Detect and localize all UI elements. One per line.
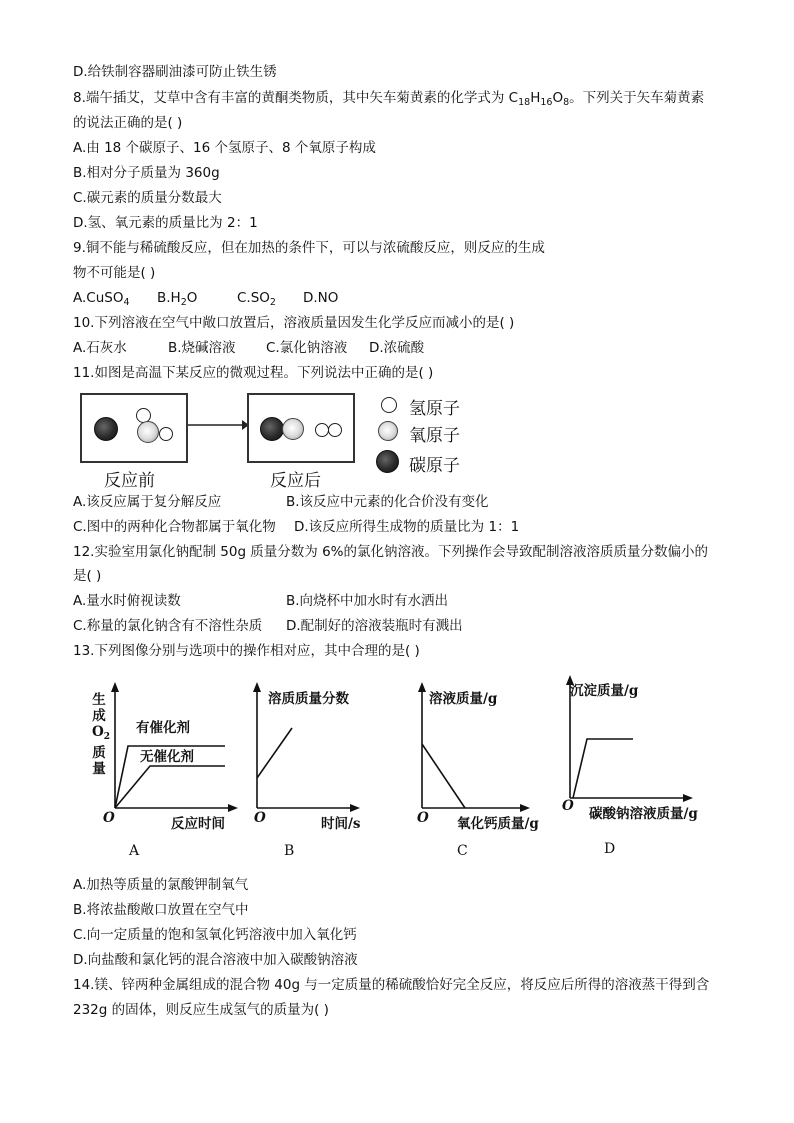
option-9a: A.CuSO$_4$ — [73, 290, 130, 308]
graph-b-ylabel: 溶质质量分数 — [268, 691, 349, 707]
option-9c: $C.SO_2$ — [237, 290, 276, 308]
question-12-stem-cont: 是( ) — [73, 568, 102, 584]
option-8b: B.相对分子质量为 360g — [73, 165, 220, 181]
question-9-stem-cont: 物不可能是( ) — [73, 265, 156, 281]
graph-b-curve — [257, 728, 292, 778]
legend-hydrogen-label: 氢原子 — [409, 399, 460, 419]
option-11d: D.该反应所得生成物的质量比为 1：1 — [294, 519, 520, 535]
graph-a-ylabel: 生 成 $O_2$ 质 量 — [92, 692, 111, 777]
option-10a: A.石灰水 — [73, 340, 127, 356]
legend-carbon-label: 碳原子 — [409, 456, 460, 476]
question-14-stem-cont: 232g 的固体，则反应生成氢气的质量为( ) — [73, 1002, 329, 1018]
option-8a: A.由 18 个碳原子、16 个氢原子、8 个氧原子构成 — [73, 140, 376, 156]
graph-b-origin: O — [254, 810, 266, 826]
graph-c-letter: C — [457, 843, 468, 859]
option-9d: D.NO — [303, 290, 339, 306]
option-9b: $B.H_2O$ — [157, 290, 198, 308]
graph-b-xlabel: 时间/s — [321, 816, 361, 832]
oxygen-atom — [282, 418, 304, 440]
reaction-arrow — [186, 418, 250, 432]
graph-a-curve-no-catalyst — [115, 766, 225, 808]
graph-a-xlabel: 反应时间 — [171, 816, 225, 832]
hydrogen-atom — [328, 423, 342, 437]
hydrogen-atom — [315, 423, 329, 437]
before-box — [80, 393, 188, 463]
legend-oxygen-icon — [378, 421, 398, 441]
option-11a: A.该反应属于复分解反应 — [73, 494, 222, 510]
legend-carbon-icon — [376, 450, 399, 473]
option-12d: D.配制好的溶液装瓶时有溅出 — [286, 618, 463, 634]
oxygen-atom — [137, 421, 159, 443]
graph-a-origin: O — [103, 810, 115, 826]
option-12a: A.量水时俯视读数 — [73, 593, 181, 609]
option-10b: B.烧碱溶液 — [168, 340, 236, 356]
option-11c: C.图中的两种化合物都属于氧化物 — [73, 519, 276, 535]
question-8-stem: 8.端午插艾，艾草中含有丰富的黄酮类物质，其中矢车菊黄素的化学式为 $C_{18}H_{16}O_8$。下列关于矢车菊黄素 — [73, 90, 705, 108]
question-14-stem: 14.镁、锌两种金属组成的混合物 40g 与一定质量的稀硫酸恰好完全反应，将反应后所得的溶液蒸干得到含 — [73, 977, 710, 993]
question-12-stem: 12.实验室用氯化钠配制 50g 质量分数为 6%的氯化钠溶液。下列操作会导致配制溶液溶质质量分数偏小的 — [73, 544, 709, 560]
graph-a-curve2-label: 无催化剂 — [140, 749, 194, 765]
option-8d: D.氢、氧元素的质量比为 2：1 — [73, 215, 258, 231]
option-8-prev-d: D.给铁制容器刷油漆可防止铁生锈 — [73, 64, 277, 80]
option-13d: D.向盐酸和氯化钙的混合溶液中加入碳酸钠溶液 — [73, 952, 358, 968]
graph-a-curve1-label: 有催化剂 — [136, 720, 190, 736]
graph-d-origin: O — [562, 798, 574, 814]
after-label: 反应后 — [270, 471, 321, 491]
graph-c-curve — [422, 744, 465, 808]
option-13b: B.将浓盐酸敞口放置在空气中 — [73, 902, 249, 918]
option-13c: C.向一定质量的饱和氢氧化钙溶液中加入氧化钙 — [73, 927, 357, 943]
graph-b-letter: B — [284, 843, 295, 859]
after-box — [247, 393, 355, 463]
graph-a-letter: A — [129, 843, 140, 859]
question-11-stem: 11.如图是高温下某反应的微观过程。下列说法中正确的是( ) — [73, 365, 434, 381]
option-12c: C.称量的氯化钠含有不溶性杂质 — [73, 618, 263, 634]
option-13a: A.加热等质量的氯酸钾制氧气 — [73, 877, 249, 893]
question-13-stem: 13.下列图像分别与选项中的操作相对应，其中合理的是( ) — [73, 643, 420, 659]
carbon-atom — [260, 417, 284, 441]
option-11b: B.该反应中元素的化合价没有变化 — [286, 494, 489, 510]
option-12b: B.向烧杯中加水时有水洒出 — [286, 593, 449, 609]
option-10c: C.氯化钠溶液 — [266, 340, 348, 356]
graph-d-letter: D — [604, 841, 616, 857]
question-10-stem: 10.下列溶液在空气中敞口放置后，溶液质量因发生化学反应而减小的是( ) — [73, 315, 515, 331]
graph-d-ylabel: 沉淀质量/g — [570, 683, 639, 699]
graph-d-xlabel: 碳酸钠溶液质量/g — [589, 806, 698, 822]
graph-c-xlabel: 氧化钙质量/g — [457, 816, 539, 832]
graph-c-origin: O — [417, 810, 429, 826]
graph-d-curve — [573, 739, 633, 798]
legend-hydrogen-icon — [381, 397, 397, 413]
before-label: 反应前 — [104, 471, 155, 491]
option-10d: D.浓硫酸 — [369, 340, 425, 356]
legend-oxygen-label: 氧原子 — [409, 426, 460, 446]
option-8c: C.碳元素的质量分数最大 — [73, 190, 222, 206]
carbon-atom — [94, 417, 118, 441]
graph-c-ylabel: 溶液质量/g — [429, 691, 498, 707]
question-9-stem: 9.铜不能与稀硫酸反应，但在加热的条件下，可以与浓硫酸反应，则反应的生成 — [73, 240, 545, 256]
question-8-stem-cont: 的说法正确的是( ) — [73, 115, 183, 131]
hydrogen-atom — [159, 427, 173, 441]
